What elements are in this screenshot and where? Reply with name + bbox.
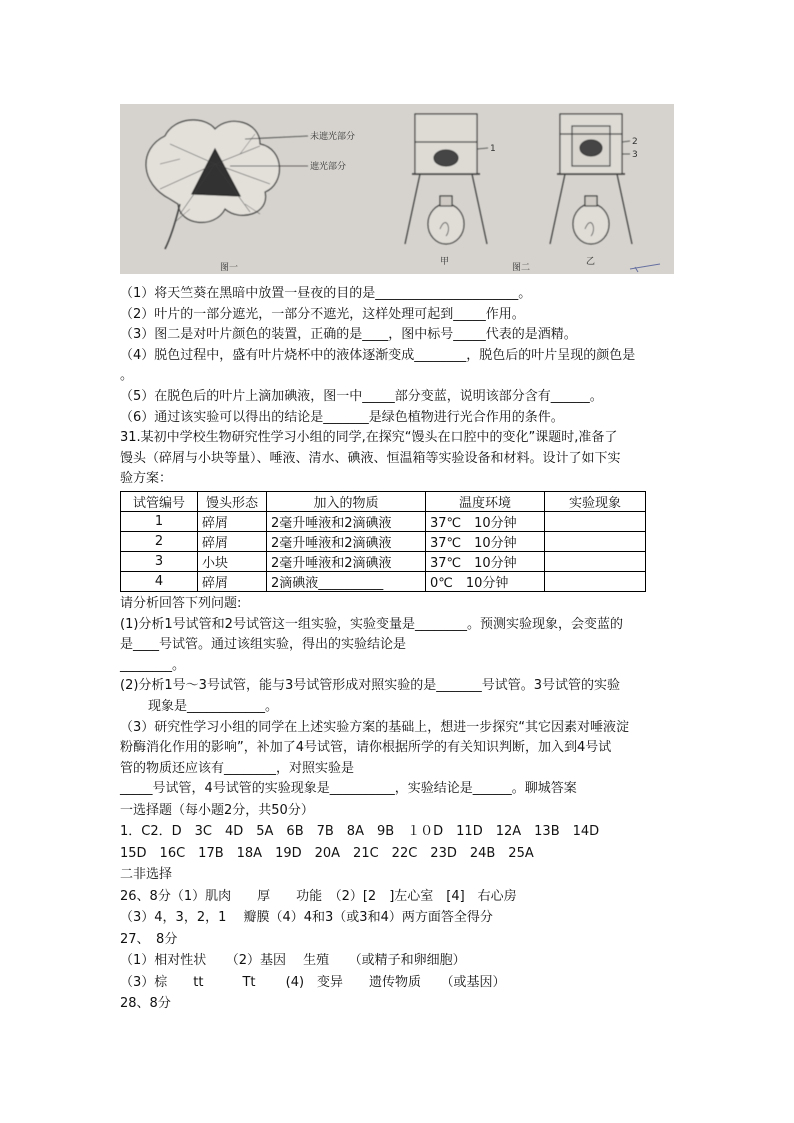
q31-question-line: （3）研究性学习小组的同学在上述实验方案的基础上，想进一步探究“其它因素对唾液淀: [120, 719, 630, 735]
cell-substance: 2毫升唾液和2滴碘液: [267, 551, 426, 571]
q30-line: （5）在脱色后的叶片上滴加碘液，图一中_____部分变蓝，说明该部分含有______。: [120, 388, 603, 404]
q30-line: （6）通过该实验可以得出的结论是_______是绿色植物进行光合作用的条件。: [120, 409, 564, 425]
cell-substance: 2毫升唾液和2滴碘液: [267, 531, 426, 551]
answer-line: 1．C2．D 3C 4D 5A 6B 7B 8A 9B １０D 11D 12A 13B 14D: [120, 824, 600, 840]
answer-line: （1）相对性状 （2）基因 生殖 （或精子和卵细胞）: [120, 953, 466, 969]
label-fig1: 图一: [220, 263, 239, 273]
q31-question-line: 管的物质还应该有________，对照实验是: [120, 760, 355, 776]
header-tube-id: 试管编号: [121, 491, 198, 511]
answer-line: 二非选择: [120, 867, 173, 883]
q30-line: （1）将天竺葵在黑暗中放置一昼夜的目的是______________________。: [120, 286, 532, 301]
header-added-substance: 加入的物质: [267, 491, 426, 511]
cell-temperature: 37℃ 10分钟: [426, 531, 545, 551]
cell-temperature: 37℃ 10分钟: [426, 551, 545, 571]
label-yi: 乙: [586, 257, 596, 267]
cell-phenomenon: [545, 511, 646, 531]
q30-line: （4）脱色过程中，盛有叶片烧杯中的液体逐渐变成________，脱色后的叶片呈现的颜色是: [120, 347, 636, 363]
q31-question-line: 请分析回答下列问题:: [120, 595, 242, 611]
cell-bread-form: 碎屑: [198, 531, 267, 551]
cell-phenomenon: [545, 531, 646, 551]
cell-bread-form: 碎屑: [198, 511, 267, 531]
answer-line: 一选择题（每小题2分，共50分）: [120, 802, 314, 818]
answer-line: 15D 16C 17B 18A 19D 20A 21C 22C 23D 24B 25A: [120, 845, 534, 861]
answer-line: （3）棕 tt Tt (4) 变异 遗传物质 （或基因）: [120, 974, 506, 990]
table-row: [121, 551, 646, 571]
experiment-figure: [120, 104, 674, 274]
q31-question-line: 粉酶消化作用的影响”，补加了4号试管，请你根据所学的有关知识判断，加入到4号试: [120, 740, 612, 756]
cell-tube-id: 4: [121, 571, 198, 591]
label-3: 3: [632, 150, 638, 160]
q31-intro-line: 31.某初中学校生物研究性学习小组的同学,在探究“馒头在口腔中的变化”课题时,准备了: [120, 430, 618, 446]
table-header-row: [121, 491, 646, 511]
table-row: [121, 511, 646, 531]
cell-bread-form: 碎屑: [198, 571, 267, 591]
answer-line: 26、8分（1）肌肉 厚 功能 （2）[2 ]左心室 [4] 右心房: [120, 888, 517, 904]
table-row: [121, 531, 646, 551]
label-unshaded: 未遮光部分: [310, 132, 356, 142]
header-temperature: 温度环境: [426, 491, 545, 511]
cell-tube-id: 2: [121, 531, 198, 551]
cell-temperature: 37℃ 10分钟: [426, 511, 545, 531]
q30-line: （3）图二是对叶片颜色的装置，正确的是____，图中标号_____代表的是酒精。: [120, 327, 577, 343]
cell-phenomenon: [545, 571, 646, 591]
header-bread-form: 馒头形态: [198, 491, 267, 511]
cell-tube-id: 3: [121, 551, 198, 571]
answer-line: 27、 8分: [120, 931, 178, 947]
cell-bread-form: 小块: [198, 551, 267, 571]
q30-line: （2）叶片的一部分遮光，一部分不遮光，这样处理可起到_____作用。: [120, 306, 525, 322]
document-body: [120, 284, 680, 1015]
q31-question-line: (2)分析1号～3号试管，能与3号试管形成对照实验的是_______号试管。3号试管的实验: [120, 678, 620, 694]
cell-temperature: 0℃ 10分钟: [426, 571, 545, 591]
experiment-table: [120, 491, 646, 592]
q31-question-line: 是____号试管。通过该组实验，得出的实验结论是: [120, 637, 407, 653]
q30-line: 。: [120, 368, 134, 384]
answer-line: （3）4，3，2，1 瓣膜（4）4和3（或3和4）两方面答全得分: [120, 910, 493, 926]
answer-line: 28、8分: [120, 996, 171, 1012]
label-2: 2: [632, 137, 638, 147]
header-phenomenon: 实验现象: [545, 491, 646, 511]
table-row: [121, 571, 646, 591]
q31-question-line: _____号试管，4号试管的实验现象是__________，实验结论是______。聊城答案: [120, 781, 577, 797]
label-shaded: 遮光部分: [310, 162, 347, 172]
q31-question-line: 现象是____________。: [148, 698, 279, 714]
q31-question-line: ________。: [120, 657, 186, 673]
cell-substance: 2滴碘液__________: [267, 571, 426, 591]
label-jia: 甲: [440, 257, 450, 267]
cell-phenomenon: [545, 551, 646, 571]
q31-question-line: (1)分析1号试管和2号试管这一组实验，实验变量是________。预测实验现象，会变蓝的: [120, 616, 623, 632]
label-1: 1: [490, 144, 496, 154]
label-fig2: 图二: [512, 263, 531, 273]
cell-tube-id: 1: [121, 511, 198, 531]
q31-intro-line: 验方案：: [120, 471, 173, 487]
cell-substance: 2毫升唾液和2滴碘液: [267, 511, 426, 531]
q31-intro-line: 馒头（碎屑与小块等量）、唾液、清水、碘液、恒温箱等实验设备和材料。设计了如下实: [120, 450, 621, 466]
